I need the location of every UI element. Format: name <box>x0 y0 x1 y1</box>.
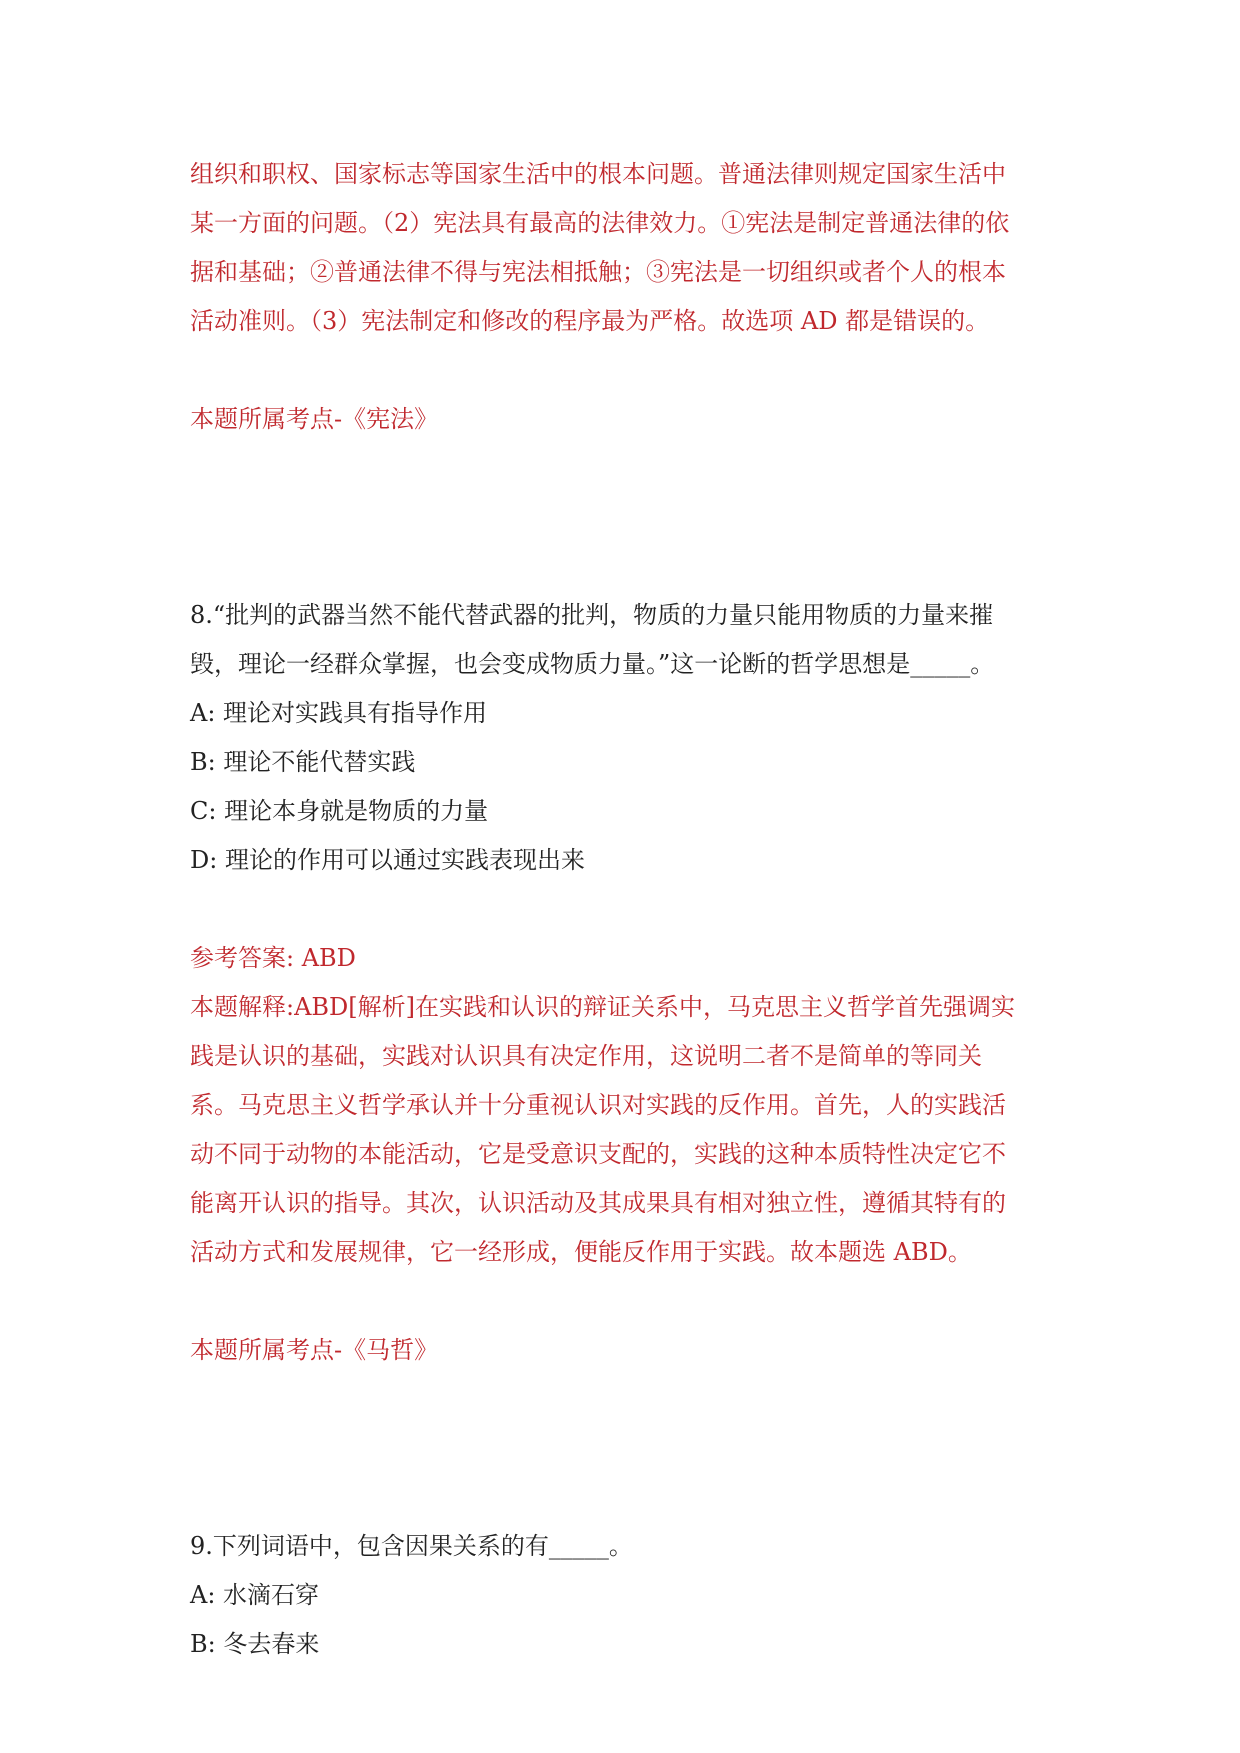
explanation-line: 某一方面的问题。（2）宪法具有最高的法律效力。①宪法是制定普通法律的依 <box>190 209 1010 237</box>
reference-answer: 参考答案: ABD <box>190 944 356 972</box>
option-a: A: 理论对实践具有指导作用 <box>190 699 488 727</box>
option-b: B: 理论不能代替实践 <box>190 748 416 776</box>
question-stem: 8.“批判的武器当然不能代替武器的批判，物质的力量只能用物质的力量来摧 <box>190 601 994 629</box>
question-8 <box>190 591 1070 1375</box>
prev-explanation <box>190 150 1070 346</box>
question-stem: 毁，理论一经群众掌握，也会变成物质力量。”这一论断的哲学思想是_____。 <box>190 650 995 678</box>
topic-label: 本题所属考点-《马哲》 <box>190 1336 439 1364</box>
topic-label: 本题所属考点-《宪法》 <box>190 405 439 433</box>
option-d: D: 理论的作用可以通过实践表现出来 <box>190 846 585 874</box>
explanation-line: 组织和职权、国家标志等国家生活中的根本问题。普通法律则规定国家生活中 <box>190 160 1006 188</box>
option-a: A: 水滴石穿 <box>190 1581 320 1609</box>
explanation-line: 动不同于动物的本能活动，它是受意识支配的，实践的这种本质特性决定它不 <box>190 1140 1006 1168</box>
explanation-line: 据和基础；②普通法律不得与宪法相抵触；③宪法是一切组织或者个人的根本 <box>190 258 1006 286</box>
question-stem: 9.下列词语中，包含因果关系的有_____。 <box>190 1532 633 1560</box>
explanation-line: 践是认识的基础，实践对认识具有决定作用，这说明二者不是简单的等同关 <box>190 1042 982 1070</box>
explanation-line: 活动准则。（3）宪法制定和修改的程序最为严格。故选项 AD 都是错误的。 <box>190 307 990 335</box>
question-9 <box>190 1522 1070 1669</box>
document-page <box>190 150 1070 1669</box>
explanation-line: 能离开认识的指导。其次，认识活动及其成果具有相对独立性，遵循其特有的 <box>190 1189 1006 1217</box>
option-c: C: 理论本身就是物质的力量 <box>190 797 489 825</box>
option-b: B: 冬去春来 <box>190 1630 320 1658</box>
explanation-line: 系。马克思主义哲学承认并十分重视认识对实践的反作用。首先，人的实践活 <box>190 1091 1006 1119</box>
explanation-line: 本题解释:ABD[解析]在实践和认识的辩证关系中，马克思主义哲学首先强调实 <box>190 993 1016 1021</box>
explanation-line: 活动方式和发展规律，它一经形成，便能反作用于实践。故本题选 ABD。 <box>190 1238 972 1266</box>
